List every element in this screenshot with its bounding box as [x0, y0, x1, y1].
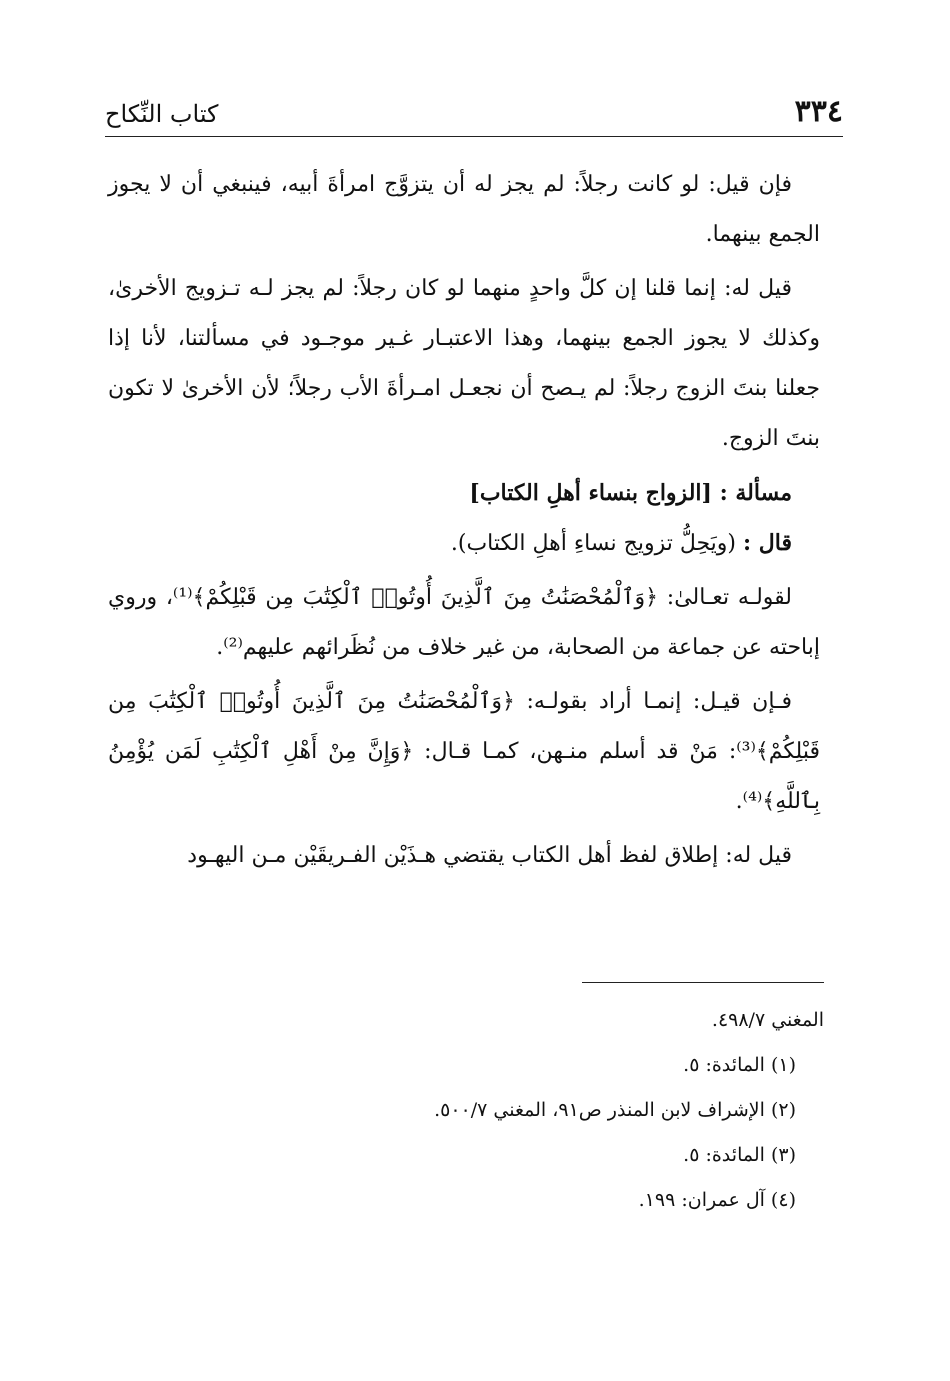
footnote-1: (١) المائدة: ٥.	[683, 1054, 796, 1076]
page-number: ٣٣٤	[794, 94, 843, 129]
page-header	[105, 92, 843, 137]
qal-text: (ويَحِلُّ تزويج نساءِ أهلِ الكتاب).	[450, 531, 737, 556]
masala-heading	[108, 468, 820, 518]
paragraph-second-objection: فـإن قيـل: إنمـا أراد بقولـه: ﴿وَٱلْمُحْصَنَٰتُ مِنَ ٱلَّذِينَ أُوتُوا۟ ٱلْكِتَٰبَ مِن قَبْلِكُمْ﴾⁽³⁾: مَنْ قد أسلم منـهن، كمـا قـال: ﴿وَإِنَّ مِنْ أَهْلِ ٱلْكِتَٰبِ لَمَن يُؤْمِنُ بِٱللَّهِ﴾⁽⁴⁾.	[108, 689, 820, 814]
main-text	[108, 160, 820, 881]
paragraph-reply: قيل له: إنما قلنا إن كلَّ واحدٍ منهما لو كان رجلاً: لم يجز لـه تـزويج الأخرىٰ، وكذلك لا يجوز الجمع بينهما، وهذا الاعتبـار غـير موجـود في مسألتنا، لأنا إذا جعلنا بنتَ الزوج رجلاً: لم يـصح أن نجعـل امـرأةَ الأب رجلاً؛ لأن الأخرىٰ لا تكون بنتَ الزوج.	[108, 276, 820, 451]
paragraph-second-reply: قيل له: إطلاق لفظ أهل الكتاب يقتضي هـذَيْن الفـريقَيْن مـن اليهـود	[187, 843, 792, 868]
masala-title: [الزواج بنساء أهلِ الكتاب]	[469, 480, 712, 506]
footnote-2: (٢) الإشراف لابن المنذر ص٩١، المغني ٥٠٠/٧.	[434, 1099, 796, 1121]
running-title: كتاب النِّكاح	[105, 100, 219, 128]
paragraph-evidence: لقولـه تعـالىٰ: ﴿وَٱلْمُحْصَنَٰتُ مِنَ ٱلَّذِينَ أُوتُوا۟ ٱلْكِتَٰبَ مِن قَبْلِكُمْ﴾⁽¹⁾، وروي إباحته عن جماعة من الصحابة، من غير خلاف من نُظَرائهم عليهم⁽²⁾.	[108, 585, 820, 660]
footnote-4: (٤) آل عمران: ١٩٩.	[638, 1189, 796, 1211]
footnote-divider	[582, 982, 824, 983]
footnotes	[300, 998, 824, 1223]
masala-label: مسألة :	[719, 480, 792, 506]
qal-label: قال :	[743, 530, 792, 556]
footnote-reference: المغني ٤٩٨/٧.	[711, 1009, 824, 1031]
footnote-3: (٣) المائدة: ٥.	[683, 1144, 796, 1166]
qal-statement	[108, 518, 820, 569]
paragraph-objection: فإن قيل: لو كانت رجلاً: لم يجز له أن يتزوَّج امرأةَ أبيه، فينبغي أن لا يجوز الجمع بينهما.	[108, 172, 820, 247]
